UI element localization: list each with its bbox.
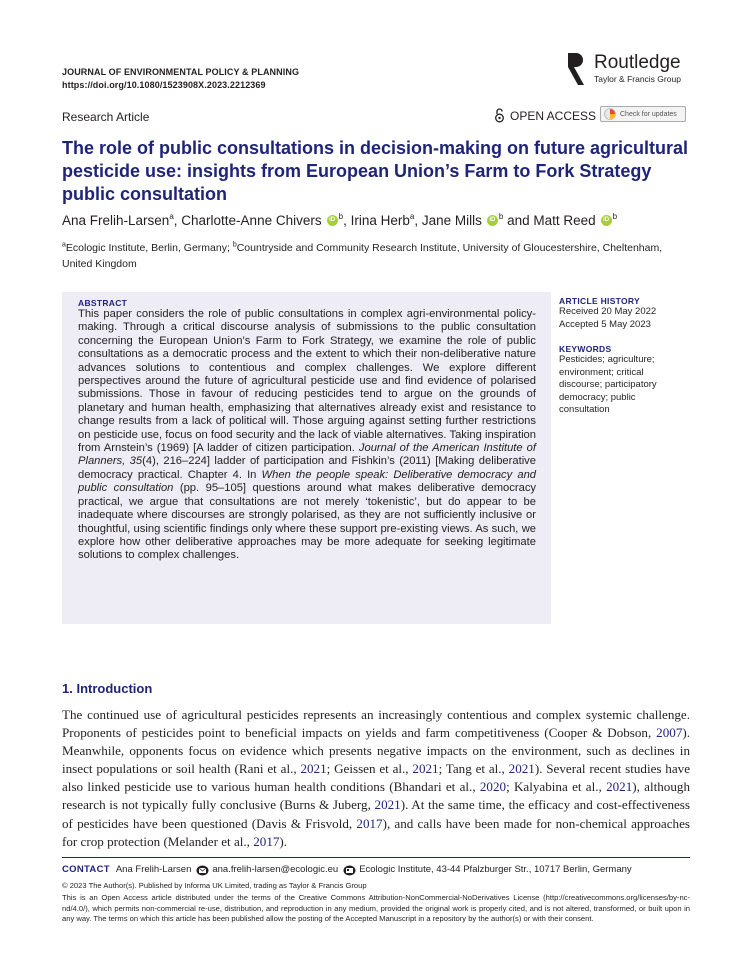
check-for-updates-button[interactable] bbox=[600, 106, 686, 122]
license-text: This is an Open Access article distributed under the terms of the Creative Commons Attribution-NonCommercial-NoDerivatives License ( bbox=[62, 893, 546, 902]
routledge-logo-icon bbox=[565, 51, 587, 87]
received-date: Received 20 May 2022 bbox=[559, 306, 657, 317]
publisher-name: Routledge bbox=[594, 52, 681, 73]
license-text: ), which permits non-commercial re-use, distribution, and reproduction in any medium, provided the original work is properly cited, and is not altered, transformed, or built upon in any way. The terms on which this article has been published allow the posting of the Accepted Manuscript in a repository by the author(s) or with their consent. bbox=[62, 903, 690, 924]
article-title: The role of public consultations in decision-making on future agricultural pesticide use: insights from European Union’s Farm to Fork Strategy public consultation bbox=[62, 138, 689, 204]
open-access-label: OPEN ACCESS bbox=[510, 108, 597, 123]
contact-label: CONTACT bbox=[62, 864, 110, 875]
license-notice bbox=[62, 893, 690, 925]
abstract-text-part: (pp. 95–105] questions around what makes deliberative democracy practical, we argue that consultations are not merely ‘tokenistic’, but do appear to be inadequate where discourses are strongly polarised, as they are not sufficiently inclusive or thoughtful, using scientific findings only where these support pre-existing views. As such, we explore how other deliberative approaches may be more adequate for seeking legitimate solutions to complex challenges. bbox=[78, 482, 537, 562]
article-type: Research Article bbox=[62, 110, 150, 124]
body-text-run: ). Several recent studies have also linked pesticide use to various human health conditions (Bhandari et al., bbox=[62, 761, 691, 795]
keyword-line: discourse; participatory bbox=[559, 379, 657, 390]
keyword-line: environment; critical bbox=[559, 366, 644, 378]
address-icon bbox=[343, 865, 356, 876]
author-name[interactable]: Matt Reed bbox=[533, 213, 596, 228]
article-history-heading: ARTICLE HISTORY bbox=[559, 296, 641, 306]
citation-link[interactable]: 2021 bbox=[412, 761, 439, 777]
citation-link[interactable]: 2021 bbox=[374, 797, 401, 813]
abstract-heading: ABSTRACT bbox=[78, 298, 128, 308]
body-text-run: ; Geissen et al., bbox=[326, 761, 413, 777]
author-affiliation-mark: a bbox=[169, 211, 174, 221]
open-lock-icon bbox=[494, 108, 505, 123]
contact-email[interactable]: ana.frelih-larsen@ecologic.eu bbox=[212, 864, 339, 875]
keywords-heading: KEYWORDS bbox=[559, 344, 612, 354]
body-text-run: ; Tang et al., bbox=[438, 761, 509, 777]
affiliation-mark: b bbox=[232, 241, 237, 249]
citation-link[interactable]: 2020 bbox=[479, 779, 507, 795]
license-link[interactable]: http://creativecommons.org/licenses/by-nc-nd/4.0/ bbox=[62, 893, 690, 913]
journal-name: JOURNAL OF ENVIRONMENTAL POLICY & PLANNING bbox=[62, 67, 300, 77]
body-text-run: ), and calls have been made for non-chemical approaches for crop protection (Melander et al., bbox=[62, 815, 690, 849]
keyword-line: consultation bbox=[559, 404, 610, 415]
email-icon bbox=[196, 865, 209, 876]
author-affiliation-mark: b bbox=[498, 211, 504, 221]
footer-divider bbox=[62, 857, 690, 858]
affiliation-b: Countryside and Community Research Institute, University of Gloucestershire, Cheltenham, United Kingdom bbox=[62, 242, 663, 270]
body-text-run: ), although research is not typically fully conclusive (Burns & Juberg, bbox=[62, 779, 690, 813]
section-heading-introduction: 1. Introduction bbox=[62, 681, 153, 696]
citation-link[interactable]: 2021 bbox=[606, 779, 633, 795]
abstract-box bbox=[62, 292, 551, 624]
contact-name: Ana Frelih-Larsen bbox=[115, 864, 192, 875]
publisher-logo bbox=[562, 51, 692, 91]
citation-link[interactable]: 2017 bbox=[356, 815, 383, 831]
keyword-line: Pesticides; agriculture; bbox=[559, 354, 655, 365]
author-affiliation-mark: b bbox=[338, 211, 344, 221]
body-text-run: ). bbox=[279, 833, 288, 849]
affiliations bbox=[62, 240, 682, 272]
contact-line bbox=[62, 863, 632, 877]
citation-link[interactable]: 2007 bbox=[656, 725, 683, 741]
body-text-run: ). At the same time, the efficacy and cost-effectiveness of pesticides have been questioned (Davis & Frisvold, bbox=[62, 797, 690, 831]
copyright-notice: © 2023 The Author(s). Published by Informa UK Limited, trading as Taylor & Francis Group bbox=[62, 881, 367, 890]
author-name[interactable]: Ana Frelih-Larsen bbox=[62, 213, 170, 228]
article-sidebar bbox=[559, 296, 695, 417]
orcid-icon[interactable] bbox=[601, 215, 612, 226]
abstract-text bbox=[78, 308, 536, 563]
body-text-run: ; Kalyabina et al., bbox=[506, 779, 607, 795]
author-name[interactable]: Irina Herb bbox=[350, 213, 410, 228]
contact-address: Ecologic Institute, 43-44 Pfalzburger Str., 10717 Berlin, Germany bbox=[359, 864, 632, 875]
check-updates-icon bbox=[604, 108, 616, 120]
journal-header bbox=[62, 66, 299, 92]
accepted-date: Accepted 5 May 2023 bbox=[559, 318, 651, 330]
author-affiliation-mark: b bbox=[612, 211, 618, 221]
abstract-italic: Journal of the American Institute of Planners, 35 bbox=[78, 442, 536, 468]
body-text-run: ). Meanwhile, opponents focus on evidence which presents negative impacts on the environment, such as declines in insect populations or soil health (Rani et al., bbox=[62, 725, 690, 777]
abstract-italic: When the people speak: Deliberative democracy and public consultation bbox=[78, 468, 537, 495]
introduction-paragraph bbox=[62, 706, 690, 851]
affiliation-mark: a bbox=[62, 241, 66, 249]
citation-link[interactable]: 2021 bbox=[300, 761, 327, 777]
orcid-icon[interactable] bbox=[487, 215, 498, 226]
publisher-subtitle: Taylor & Francis Group bbox=[594, 74, 681, 84]
abstract-text-part: This paper considers the role of public consultations in complex agri-environmental policy-making. Through a critical discourse analysis of submissions to the public consultation concerning the European Union’s Farm to Fork Strategy, we examine the role of public consultations as a democratic process and the extent to which their non-deliberative nature advances solutions to contentious and complex challenges. We explore different perspectives around the future of agricultural pesticide use and find evidence of polarised submissions. Those in favour of reducing pesticides tend to argue on the grounds of planetary and human health, emphasizing that alternatives already exist and resistance to change results from a lack of political will. Those arguing against setting further restrictions on pesticide use, focus on food security and the lack of viable alternatives. Taking inspiration from Arnstein’s (1969) [A ladder of citizen participation. bbox=[78, 308, 536, 455]
keyword-line: democracy; public bbox=[559, 391, 636, 403]
citation-link[interactable]: 2017 bbox=[253, 833, 280, 849]
body-text-run: The continued use of agricultural pesticides represents an increasingly contentious and complex systemic challenge. Proponents of pesticides point to beneficial impacts on yields and farm competitiveness (Cooper & Dobson, bbox=[62, 707, 690, 741]
check-updates-label: Check for updates bbox=[620, 110, 677, 118]
author-list: Ana Frelih-Larsen$^a$, Charlotte-Anne ChiversiD $^b$, Irina Herb$^a$, Jane MillsiD $^b$ and Matt ReediD $^b$ bbox=[62, 212, 702, 230]
citation-link[interactable]: 2021 bbox=[508, 761, 535, 777]
orcid-icon[interactable] bbox=[327, 215, 338, 226]
author-name[interactable]: Charlotte-Anne Chivers bbox=[181, 213, 322, 228]
affiliation-a: Ecologic Institute, Berlin, Germany; bbox=[65, 242, 233, 254]
author-affiliation-mark: a bbox=[409, 211, 415, 221]
author-name[interactable]: Jane Mills bbox=[421, 213, 482, 228]
doi-link[interactable]: https://doi.org/10.1080/1523908X.2023.2212369 bbox=[62, 80, 266, 90]
abstract-text-part: (4), 216–224] ladder of participation and Fishkin’s (2011) [Making deliberative democracy practical. Chapter 4. In bbox=[78, 455, 536, 481]
open-access-badge bbox=[494, 108, 596, 123]
